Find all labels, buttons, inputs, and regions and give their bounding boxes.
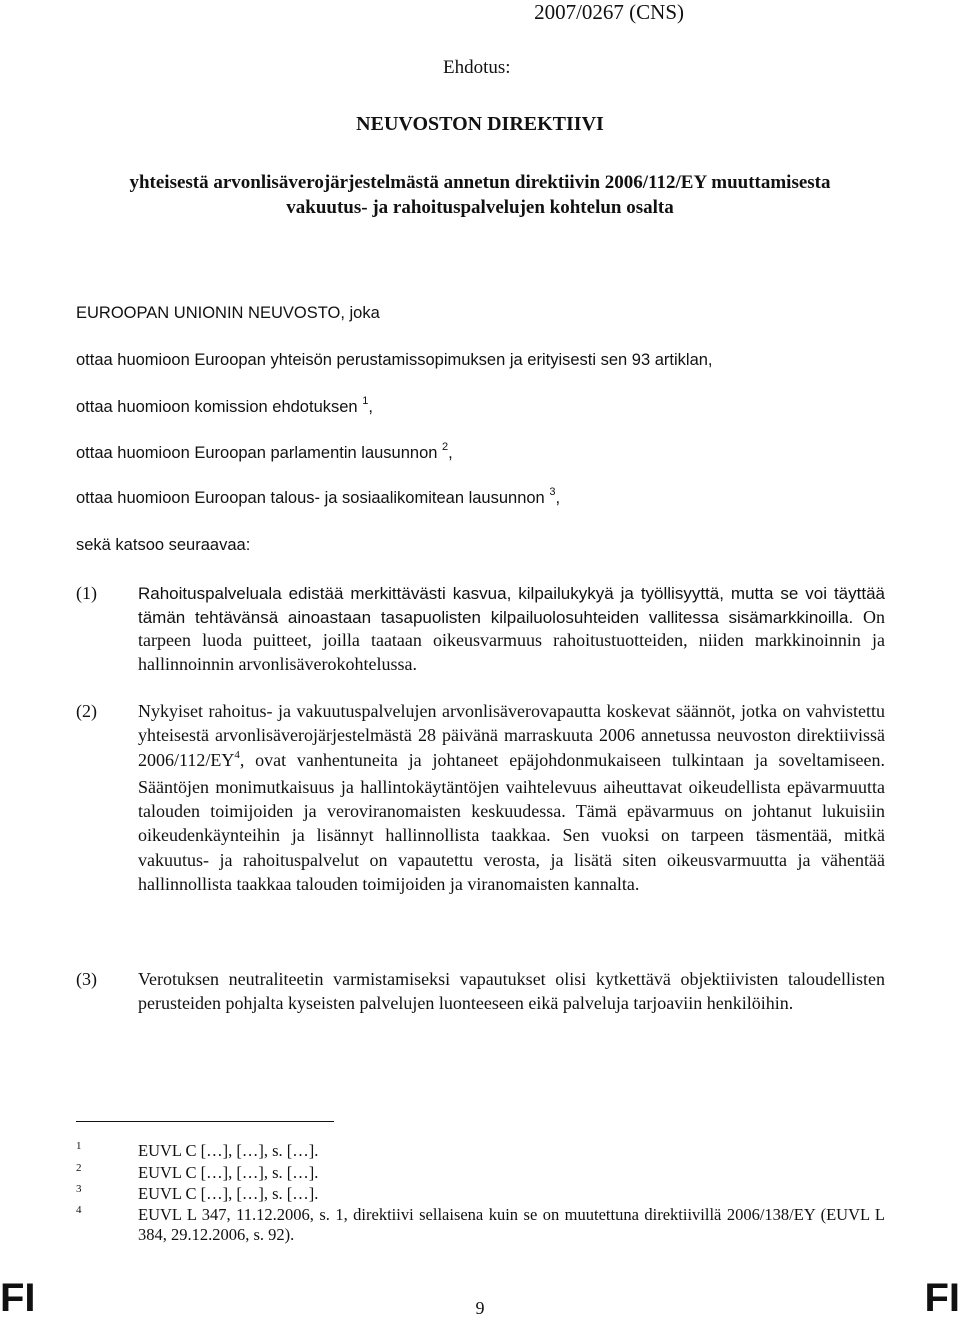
footnote-ref[interactable]: 1 (362, 395, 369, 407)
language-code-left: FI (0, 1276, 36, 1320)
footnote-number: 2 (76, 1162, 82, 1174)
document-reference: 2007/0267 (CNS) (534, 0, 684, 24)
language-code-right: FI (924, 1276, 960, 1320)
recital-1-text: Rahoituspalveluala edistää merkittävästi kasvua, kilpailukykyä ja työllisyyttä, mutta se voi täyttää tämän tehtävänsä ainoastaan tasapuolisten kilpailuolosuhteiden vallitessa sisämarkkinoilla. On tarpeen luoda puitteet, joilla taataan oikeusvarmuus rahoitustuotteiden, niiden markkinoinnin ja hallinnoinnin arvonlisäverokohtelussa. (138, 584, 885, 674)
footnote-ref[interactable]: 4 (234, 748, 240, 761)
footnote-separator (76, 1121, 334, 1122)
footnote-text: EUVL C […], […], s. […]. (138, 1184, 319, 1203)
citation-commission: ottaa huomioon komission ehdotuksen $^1$, (76, 395, 373, 416)
proposal-label: Ehdotus: (443, 57, 511, 78)
citation-parliament: ottaa huomioon Euroopan parlamentin lausunnon $^2$, (76, 441, 453, 462)
recital-2-text: Nykyiset rahoitus- ja vakuutuspalvelujen arvonlisäverovapautta koskevat säännöt, jotka on vahvistettu yhteisestä arvonlisäverojärjestelmästä 28 päivänä marraskuuta 2006 annetussa neuvoston direktiivissä $2006/112/EY^4$, ovat vanhentuneita ja johtaneet epäjohdonmukaiseen tulkintaan ja soveltamiseen. Sääntöjen monimutkaisuus ja hallintokäytäntöjen vaihtelevuus aiheuttavat oikeudellista epävarmuutta talouden toimijoiden ja veroviranomaisten keskuudessa. Tämä epävarmuus on johtanut lukuisiin oikeudenkäynteihin ja lisännyt hallinnollista taakkaa. Sen vuoksi on tarpeen täsmentää, mitkä vakuutus- ja rahoituspalvelut on vapautettu verosta, ja lisätä siten oikeusvarmuutta ja vähentää hallinnollista taakkaa talouden toimijoiden ja viranomaisten kannalta. (138, 701, 885, 895)
recital-number: (2) (76, 701, 97, 721)
footnote-text: EUVL L 347, 11.12.2006, s. 1, direktiivi sellaisena kuin se on muutettuna direktiivillä 2006/138/EY (EUVL L 384, 29.12.2006, s. 92). (138, 1205, 885, 1244)
preamble-closing: sekä katsoo seuraavaa: (76, 536, 251, 554)
preamble-intro: EUROOPAN UNIONIN NEUVOSTO, joka (76, 304, 380, 322)
footnote-ref[interactable]: 3 (549, 486, 556, 498)
subtitle-line: yhteisestä arvonlisäverojärjestelmästä annetun direktiivin 2006/112/EY muuttamisesta (129, 172, 831, 193)
recital-number: (3) (76, 969, 97, 989)
footnote-number: 3 (76, 1183, 82, 1195)
document-subtitle (60, 170, 900, 220)
citation-esc: ottaa huomioon Euroopan talous- ja sosiaalikomitean lausunnon $^3$, (76, 486, 561, 507)
footnote-text: EUVL C […], […], s. […]. (138, 1141, 319, 1160)
recital-3-text: Verotuksen neutraliteetin varmistamiseksi vapautukset olisi kytkettävä objektiivisten taloudellisten perusteiden pohjalta kyseisten palvelujen luonteeseen eikä palveluja tarjoaviin henkilöihin. (138, 969, 885, 1014)
document-title: NEUVOSTON DIREKTIIVI (356, 113, 604, 135)
recital-number: (1) (76, 583, 97, 603)
footnote-number: 4 (76, 1204, 82, 1216)
footnote-number: 1 (76, 1140, 82, 1152)
subtitle-line: vakuutus- ja rahoituspalvelujen kohtelun osalta (286, 197, 674, 218)
footnote-ref[interactable]: 2 (442, 441, 449, 453)
footnote-text: EUVL C […], […], s. […]. (138, 1163, 319, 1182)
page-number: 9 (475, 1298, 485, 1318)
citation-treaty: ottaa huomioon Euroopan yhteisön perustamissopimuksen ja erityisesti sen 93 artiklan, (76, 351, 713, 369)
